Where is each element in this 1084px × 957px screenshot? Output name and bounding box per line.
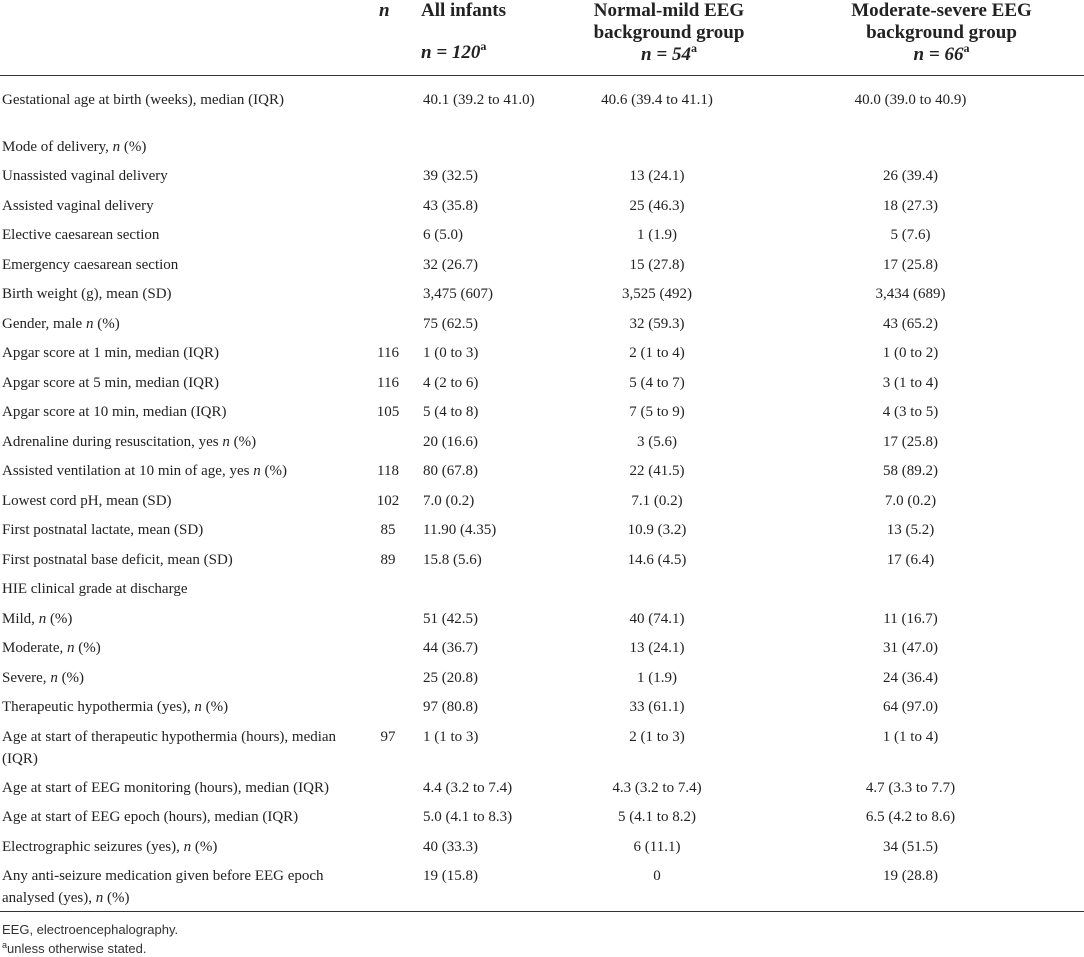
table-row <box>0 339 1084 369</box>
row-moderate-severe: 17 (25.8) <box>883 256 938 273</box>
table-body <box>0 76 1084 914</box>
row-moderate-severe: 17 (25.8) <box>883 433 938 450</box>
row-n <box>370 192 416 222</box>
row-moderate-severe: 34 (51.5) <box>883 838 938 855</box>
row-label: Moderate, n (%) <box>2 640 101 656</box>
header-normal-mild: Normal-mild EEG background group $n = 54^a$ <box>593 0 745 65</box>
header-all-n: $n = 120^a$ <box>421 39 487 63</box>
table-row <box>0 774 1084 804</box>
row-normal-mild: 5 (4.1 to 8.2) <box>618 809 696 825</box>
row-all-infants: 15.8 (5.6) <box>423 551 482 568</box>
row-n <box>370 280 416 310</box>
row-n <box>370 862 416 913</box>
table-row <box>0 251 1084 281</box>
row-all-infants: 75 (62.5) <box>423 315 478 332</box>
table-row <box>0 428 1084 458</box>
row-n <box>370 693 416 723</box>
row-all-infants: 44 (36.7) <box>423 640 478 656</box>
row-n <box>370 803 416 833</box>
row-moderate-severe: 1 (0 to 2) <box>882 345 939 361</box>
row-n <box>370 605 416 635</box>
row-normal-mild: 5 (4 to 7) <box>629 374 685 391</box>
table-row <box>0 76 1084 133</box>
row-n: 118 <box>377 463 399 479</box>
header-all-title: All infants <box>421 0 506 21</box>
row-all-infants <box>416 133 539 163</box>
table-row <box>0 862 1084 913</box>
row-normal-mild <box>539 575 799 605</box>
row-label: Birth weight (g), mean (SD) <box>2 286 172 302</box>
table-bottom-rule <box>0 911 1084 912</box>
row-label: Mode of delivery, n (%) <box>2 138 147 155</box>
row-moderate-severe: 24 (36.4) <box>883 669 938 686</box>
row-label: Electrographic seizures (yes), n (%) <box>2 838 218 855</box>
row-normal-mild: 13 (24.1) <box>629 640 685 656</box>
header-blank <box>0 0 370 76</box>
row-n <box>370 310 416 340</box>
row-n: 116 <box>377 345 399 361</box>
row-normal-mild <box>539 133 799 163</box>
row-n <box>370 575 416 605</box>
row-moderate-severe: 64 (97.0) <box>883 699 938 715</box>
row-normal-mild: 40 (74.1) <box>629 610 685 627</box>
row-moderate-severe: 13 (5.2) <box>886 522 935 538</box>
row-label: Age at start of EEG epoch (hours), median (IQR) <box>2 809 299 825</box>
table-row <box>0 221 1084 251</box>
table-row <box>0 162 1084 192</box>
row-normal-mild: 40.6 (39.4 to 41.1) <box>601 92 713 108</box>
row-moderate-severe: 40.0 (39.0 to 40.9) <box>854 92 967 108</box>
row-n <box>370 664 416 694</box>
row-label: First postnatal lactate, mean (SD) <box>2 522 204 538</box>
row-moderate-severe: 43 (65.2) <box>883 315 938 332</box>
row-moderate-severe: 6.5 (4.2 to 8.6) <box>865 809 956 825</box>
row-all-infants: 25 (20.8) <box>423 669 478 686</box>
row-normal-mild: 7 (5 to 9) <box>629 404 685 420</box>
footnote-abbreviation: EEG, electroencephalography. <box>2 922 179 937</box>
table-row <box>0 605 1084 635</box>
row-moderate-severe: 26 (39.4) <box>883 168 938 184</box>
row-normal-mild: 25 (46.3) <box>629 197 685 214</box>
row-n <box>370 428 416 458</box>
row-all-infants: 4.4 (3.2 to 7.4) <box>423 779 513 796</box>
table-row <box>0 693 1084 723</box>
table-row <box>0 369 1084 399</box>
row-label: HIE clinical grade at discharge <box>2 581 188 597</box>
row-normal-mild: 3,525 (492) <box>622 286 692 302</box>
row-n <box>370 774 416 804</box>
row-all-infants: 51 (42.5) <box>423 610 478 627</box>
row-moderate-severe: 31 (47.0) <box>883 640 938 656</box>
table-row <box>0 803 1084 833</box>
row-normal-mild: 2 (1 to 4) <box>629 345 685 361</box>
row-label: Emergency caesarean section <box>2 256 179 273</box>
row-normal-mild: 32 (59.3) <box>629 315 685 332</box>
row-label: Mild, n (%) <box>2 610 73 627</box>
row-label: Apgar score at 1 min, median (IQR) <box>2 345 220 361</box>
row-all-infants: 6 (5.0) <box>423 227 463 243</box>
row-label: Age at start of therapeutic hypothermia (hours), median (IQR) <box>2 728 337 767</box>
row-label: Severe, n (%) <box>2 669 85 686</box>
row-label: Lowest cord pH, mean (SD) <box>2 492 172 509</box>
row-moderate-severe: 1 (1 to 4) <box>882 728 939 745</box>
row-normal-mild: 15 (27.8) <box>629 256 685 273</box>
row-n: 97 <box>380 728 396 745</box>
row-n: 105 <box>376 404 400 420</box>
row-all-infants: 5 (4 to 8) <box>423 404 479 420</box>
row-n <box>370 634 416 664</box>
row-label: Any anti-seizure medication given before EEG epoch analysed (yes), n (%) <box>2 868 324 906</box>
row-n <box>370 133 416 163</box>
row-label: Assisted ventilation at 10 min of age, yes n (%) <box>2 463 287 479</box>
row-all-infants <box>416 575 539 605</box>
row-normal-mild: 6 (11.1) <box>633 838 681 855</box>
header-all-infants <box>416 0 539 76</box>
row-n <box>370 162 416 192</box>
row-n <box>370 251 416 281</box>
table-row <box>0 723 1084 774</box>
row-n: 116 <box>377 374 399 391</box>
table-row <box>0 575 1084 605</box>
row-moderate-severe: 3,434 (689) <box>875 286 946 302</box>
row-label: Apgar score at 5 min, median (IQR) <box>2 374 220 391</box>
table-row <box>0 664 1084 694</box>
row-moderate-severe <box>799 133 1084 163</box>
row-n: 85 <box>380 522 396 538</box>
row-moderate-severe: 19 (28.8) <box>883 868 938 884</box>
table-row <box>0 457 1084 487</box>
row-moderate-severe: 5 (7.6) <box>890 227 931 243</box>
row-all-infants: 32 (26.7) <box>423 256 478 273</box>
row-normal-mild: 1 (1.9) <box>637 227 677 243</box>
row-moderate-severe <box>799 575 1084 605</box>
row-normal-mild: 0 <box>653 868 661 884</box>
row-moderate-severe: 18 (27.3) <box>883 197 938 214</box>
row-all-infants: 4 (2 to 6) <box>423 374 479 391</box>
row-normal-mild: 10.9 (3.2) <box>627 522 687 538</box>
row-moderate-severe: 7.0 (0.2) <box>884 492 937 509</box>
row-normal-mild: 2 (1 to 3) <box>629 728 685 745</box>
row-all-infants: 20 (16.6) <box>423 433 478 450</box>
row-moderate-severe: 4.7 (3.3 to 7.7) <box>865 779 956 796</box>
row-all-infants: 7.0 (0.2) <box>423 492 475 509</box>
row-n: 89 <box>380 551 396 568</box>
row-normal-mild: 1 (1.9) <box>637 669 677 686</box>
row-n <box>370 833 416 863</box>
table-row <box>0 833 1084 863</box>
table-row <box>0 133 1084 163</box>
table-row <box>0 634 1084 664</box>
row-moderate-severe: 3 (1 to 4) <box>882 374 939 391</box>
row-moderate-severe: 58 (89.2) <box>883 463 938 479</box>
row-all-infants: 97 (80.8) <box>423 699 478 715</box>
table-row <box>0 280 1084 310</box>
table-row <box>0 310 1084 340</box>
row-normal-mild: 14.6 (4.5) <box>627 551 687 568</box>
row-normal-mild: 3 (5.6) <box>637 433 677 450</box>
row-label: Assisted vaginal delivery <box>2 197 154 214</box>
row-label: Gestational age at birth (weeks), median (IQR) <box>2 92 284 108</box>
row-all-infants: 43 (35.8) <box>423 197 478 214</box>
row-label: First postnatal base deficit, mean (SD) <box>2 551 233 568</box>
row-all-infants: 39 (32.5) <box>423 168 478 184</box>
row-normal-mild: 4.3 (3.2 to 7.4) <box>612 779 702 796</box>
row-label: Apgar score at 10 min, median (IQR) <box>2 404 227 420</box>
row-moderate-severe: 17 (6.4) <box>886 551 935 568</box>
row-all-infants: 80 (67.8) <box>423 463 478 479</box>
table-row <box>0 192 1084 222</box>
row-all-infants: 5.0 (4.1 to 8.3) <box>423 809 513 825</box>
footnote-superscript-note: $^a$unless otherwise stated. <box>2 940 147 956</box>
row-moderate-severe: 4 (3 to 5) <box>882 404 939 420</box>
row-all-infants: 1 (0 to 3) <box>423 345 479 361</box>
row-n: 102 <box>376 492 400 509</box>
table-row <box>0 516 1084 546</box>
table-row <box>0 546 1084 576</box>
row-normal-mild: 7.1 (0.2) <box>631 492 683 509</box>
row-n <box>370 76 416 133</box>
row-all-infants: 3,475 (607) <box>423 286 493 302</box>
row-normal-mild: 22 (41.5) <box>629 463 685 479</box>
row-n <box>370 221 416 251</box>
row-label: Unassisted vaginal delivery <box>2 168 168 184</box>
row-moderate-severe: 11 (16.7) <box>883 610 938 627</box>
row-normal-mild: 33 (61.1) <box>629 699 685 715</box>
row-label: Age at start of EEG monitoring (hours), median (IQR) <box>2 779 330 796</box>
header-n: n <box>379 0 390 21</box>
table-row <box>0 398 1084 428</box>
row-label: Gender, male n (%) <box>2 315 120 332</box>
row-label: Therapeutic hypothermia (yes), n (%) <box>2 699 229 715</box>
row-label: Elective caesarean section <box>2 227 160 243</box>
row-all-infants: 11.90 (4.35) <box>423 522 497 538</box>
row-all-infants: 1 (1 to 3) <box>423 728 479 745</box>
header-moderate-severe: Moderate-severe EEG background group $n = 66^a$ <box>851 0 1032 65</box>
row-all-infants: 19 (15.8) <box>423 868 478 884</box>
table-header <box>0 0 1084 76</box>
row-normal-mild: 13 (24.1) <box>629 168 685 184</box>
table-row <box>0 487 1084 517</box>
row-all-infants: 40 (33.3) <box>423 838 478 855</box>
row-label: Adrenaline during resuscitation, yes n (%) <box>2 433 257 450</box>
row-all-infants: 40.1 (39.2 to 41.0) <box>423 92 535 108</box>
